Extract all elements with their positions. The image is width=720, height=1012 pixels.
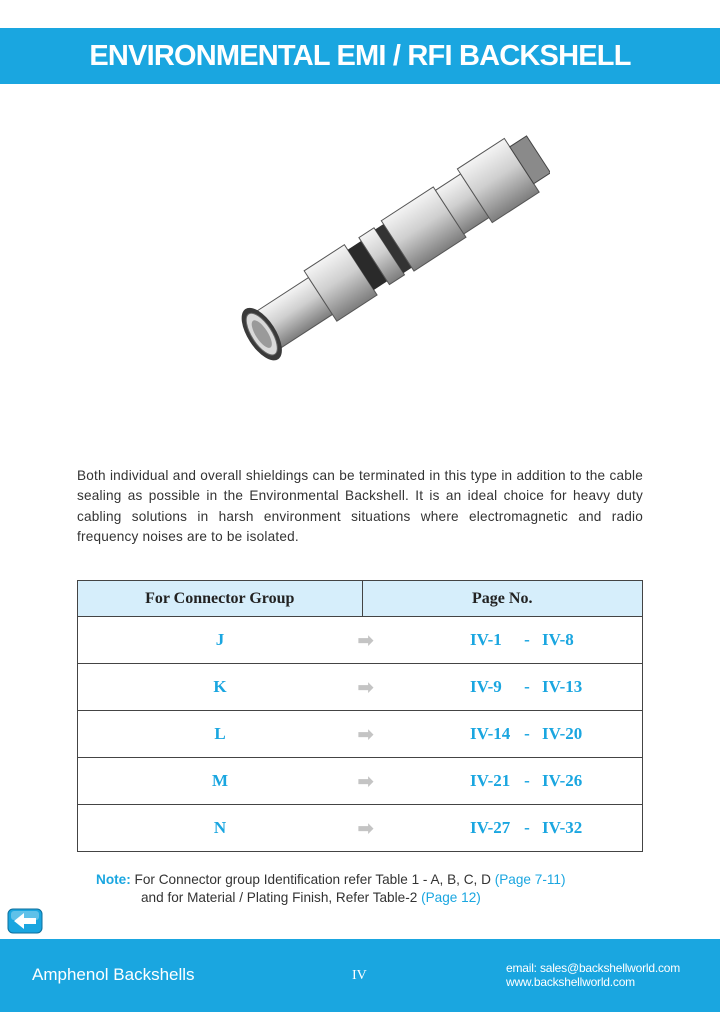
note-line-1 [96,871,565,889]
table-row [78,711,643,758]
group-label: J [215,630,225,649]
page-range-cell[interactable] [362,617,643,664]
table-header-row [78,581,643,617]
note-ref-1[interactable]: (Page 7-11) [494,872,566,887]
back-arrow-icon[interactable] [7,908,43,934]
page-to: IV-26 [542,771,583,790]
group-cell [78,664,374,711]
page-footer [0,939,720,1012]
arrow-right-icon: ➡ [357,816,374,840]
note-text-1: For Connector group Identification refer Table 1 - A, B, C, D [134,872,491,887]
group-cell [78,711,374,758]
page-from: IV-9 [470,677,502,696]
page-range-cell[interactable] [362,758,643,805]
arrow-right-icon: ➡ [357,722,374,746]
table-row [78,617,643,664]
range-dash: - [524,677,530,696]
note-text-2: and for Material / Plating Finish, Refer Table-2 [141,889,418,905]
backshell-product-image [190,120,550,400]
table-row [78,664,643,711]
page-to: IV-32 [542,818,583,837]
range-dash: - [524,818,530,837]
page-to: IV-13 [542,677,583,696]
page-from: IV-14 [470,724,511,743]
group-label: N [213,818,227,837]
group-label: K [213,677,227,696]
footer-brand: Amphenol Backshells [32,965,195,984]
group-label: M [211,771,229,790]
footer-contact [506,961,680,989]
page-to: IV-20 [542,724,583,743]
page-header [0,28,720,84]
range-dash: - [524,771,530,790]
table-row [78,758,643,805]
group-cell [78,617,374,664]
note-line-2 [96,889,565,907]
group-cell [78,805,374,852]
page-number: IV [352,968,367,983]
note-block [96,871,565,906]
group-label: L [214,724,226,743]
arrow-right-icon: ➡ [357,628,374,652]
connector-group-table [77,580,643,852]
group-cell [78,758,374,805]
page-range-cell[interactable] [362,711,643,758]
page-range-cell[interactable] [362,805,643,852]
table-row [78,805,643,852]
range-dash: - [524,630,530,649]
range-dash: - [524,724,530,743]
intro-paragraph: Both individual and overall shieldings can be terminated in this type in addition to the cable sealing as possible in the Environmental Backshell. It is an ideal choice for heavy duty cabling solutions in harsh environment situations where electromagnetic and radio frequency noises are to be isolated. [77,467,643,545]
note-label: Note: [96,872,131,887]
page-from: IV-21 [470,771,511,790]
col-header-group: For Connector Group [78,581,363,617]
page-from: IV-27 [470,818,511,837]
col-header-page: Page No. [362,581,643,617]
note-ref-2[interactable]: (Page 12) [421,889,481,905]
email-link[interactable]: email: sales@backshellworld.com [506,961,681,975]
arrow-right-icon: ➡ [357,769,374,793]
arrow-right-icon: ➡ [357,675,374,699]
page-range-cell[interactable] [362,664,643,711]
website-link[interactable]: www.backshellworld.com [506,975,635,989]
page-to: IV-8 [542,630,574,649]
page-title: ENVIRONMENTAL EMI / RFI BACKSHELL [89,39,631,72]
page-from: IV-1 [470,630,502,649]
